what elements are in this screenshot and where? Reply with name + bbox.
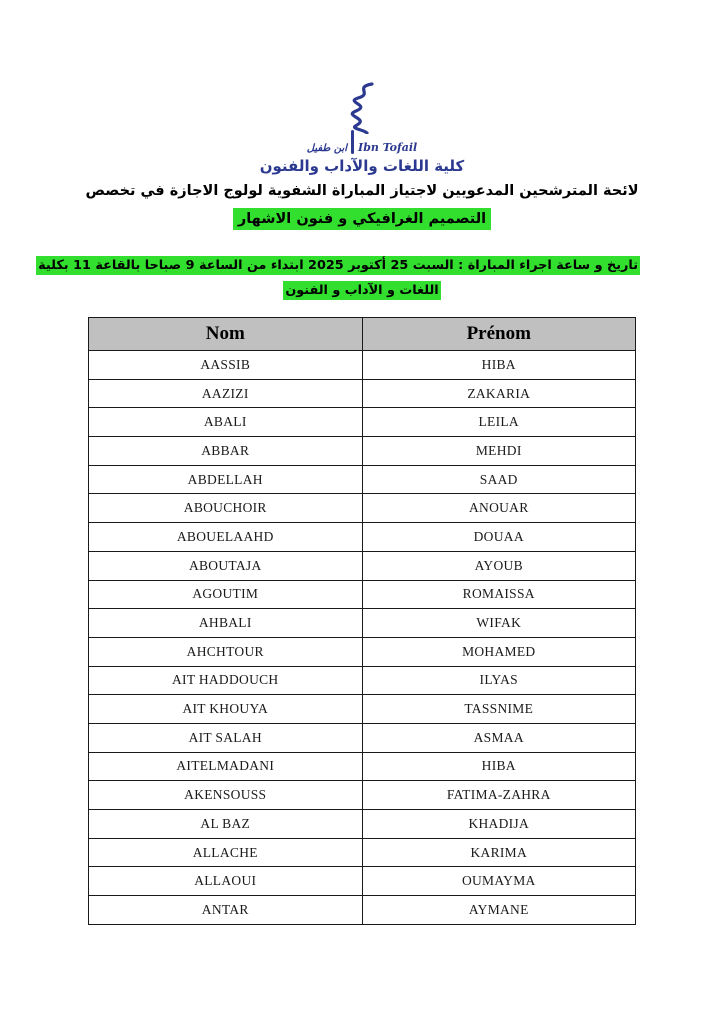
table-cell: AHCHTOUR [89, 637, 363, 666]
table-row [89, 609, 636, 638]
table-row [89, 637, 636, 666]
table-cell: AKENSOUSS [89, 781, 363, 810]
document-title: لائحة المترشحين المدعويين لاجتياز المباراة الشفوية لولوج الاجازة في تخصص [85, 183, 639, 199]
candidates-table [88, 317, 636, 925]
column-header-prenom: Prénom [362, 318, 636, 351]
table-cell: ASMAA [362, 723, 636, 752]
table-row [89, 695, 636, 724]
table-cell: AYMANE [362, 896, 636, 925]
logo-alif-stroke [351, 130, 354, 154]
table-body [89, 351, 636, 925]
table-header-row [89, 318, 636, 351]
table-cell: AL BAZ [89, 810, 363, 839]
faculty-name: كلية اللغات والآداب والفنون [259, 157, 465, 175]
table-row [89, 580, 636, 609]
logo-latin-script: Ibn Tofail [358, 141, 418, 154]
table-cell: AHBALI [89, 609, 363, 638]
table-cell: ZAKARIA [362, 379, 636, 408]
table-row [89, 379, 636, 408]
table-cell: AIT KHOUYA [89, 695, 363, 724]
table-row [89, 810, 636, 839]
table-row [89, 896, 636, 925]
table-cell: ABDELLAH [89, 465, 363, 494]
table-cell: ILYAS [362, 666, 636, 695]
table-cell: ALLAOUI [89, 867, 363, 896]
table-row [89, 523, 636, 552]
table-cell: AITELMADANI [89, 752, 363, 781]
table-row [89, 723, 636, 752]
table-row [89, 351, 636, 380]
table-cell: AYOUB [362, 551, 636, 580]
table-cell: FATIMA-ZAHRA [362, 781, 636, 810]
specialty-highlight: التصميم الغرافيكي و فنون الاشهار [233, 208, 491, 230]
table-cell: AASSIB [89, 351, 363, 380]
table-cell: ROMAISSA [362, 580, 636, 609]
table-cell: AIT SALAH [89, 723, 363, 752]
table-cell: ALLACHE [89, 838, 363, 867]
table-cell: ANOUAR [362, 494, 636, 523]
table-cell: TASSNIME [362, 695, 636, 724]
table-row [89, 465, 636, 494]
table-cell: ABOUELAAHD [89, 523, 363, 552]
university-logo [0, 0, 724, 175]
table-row [89, 666, 636, 695]
table-cell: OUMAYMA [362, 867, 636, 896]
logo-calligraphy-icon [340, 82, 384, 134]
column-header-nom: Nom [89, 318, 363, 351]
table-cell: ABOUTAJA [89, 551, 363, 580]
table-row [89, 494, 636, 523]
table-cell: AIT HADDOUCH [89, 666, 363, 695]
table-cell: AGOUTIM [89, 580, 363, 609]
table-cell: ABBAR [89, 437, 363, 466]
table-row [89, 408, 636, 437]
schedule-line-1: تاريخ و ساعة اجراء المباراة : السبت 25 أكتوبر 2025 ابتداء من الساعة 9 صباحا بالقاعة 11 بكلية [38, 258, 638, 273]
table-cell: MEHDI [362, 437, 636, 466]
table-cell: ABOUCHOIR [89, 494, 363, 523]
table-cell: SAAD [362, 465, 636, 494]
table-cell: MOHAMED [362, 637, 636, 666]
table-row [89, 551, 636, 580]
table-cell: LEILA [362, 408, 636, 437]
table-cell: ABALI [89, 408, 363, 437]
specialty-line [0, 208, 724, 230]
table-row [89, 781, 636, 810]
table-row [89, 867, 636, 896]
table-cell: HIBA [362, 351, 636, 380]
schedule-block [38, 252, 640, 302]
table-row [89, 437, 636, 466]
logo-arabic-script: ابن طفيل [306, 143, 348, 154]
table-cell: KARIMA [362, 838, 636, 867]
schedule-line-2: اللغات و الآداب و الفنون [285, 283, 439, 298]
table-row [89, 838, 636, 867]
logo-wordmark [0, 130, 724, 154]
table-row [89, 752, 636, 781]
table-cell: DOUAA [362, 523, 636, 552]
table-cell: HIBA [362, 752, 636, 781]
table-cell: ANTAR [89, 896, 363, 925]
table-cell: AAZIZI [89, 379, 363, 408]
table-cell: WIFAK [362, 609, 636, 638]
table-cell: KHADIJA [362, 810, 636, 839]
